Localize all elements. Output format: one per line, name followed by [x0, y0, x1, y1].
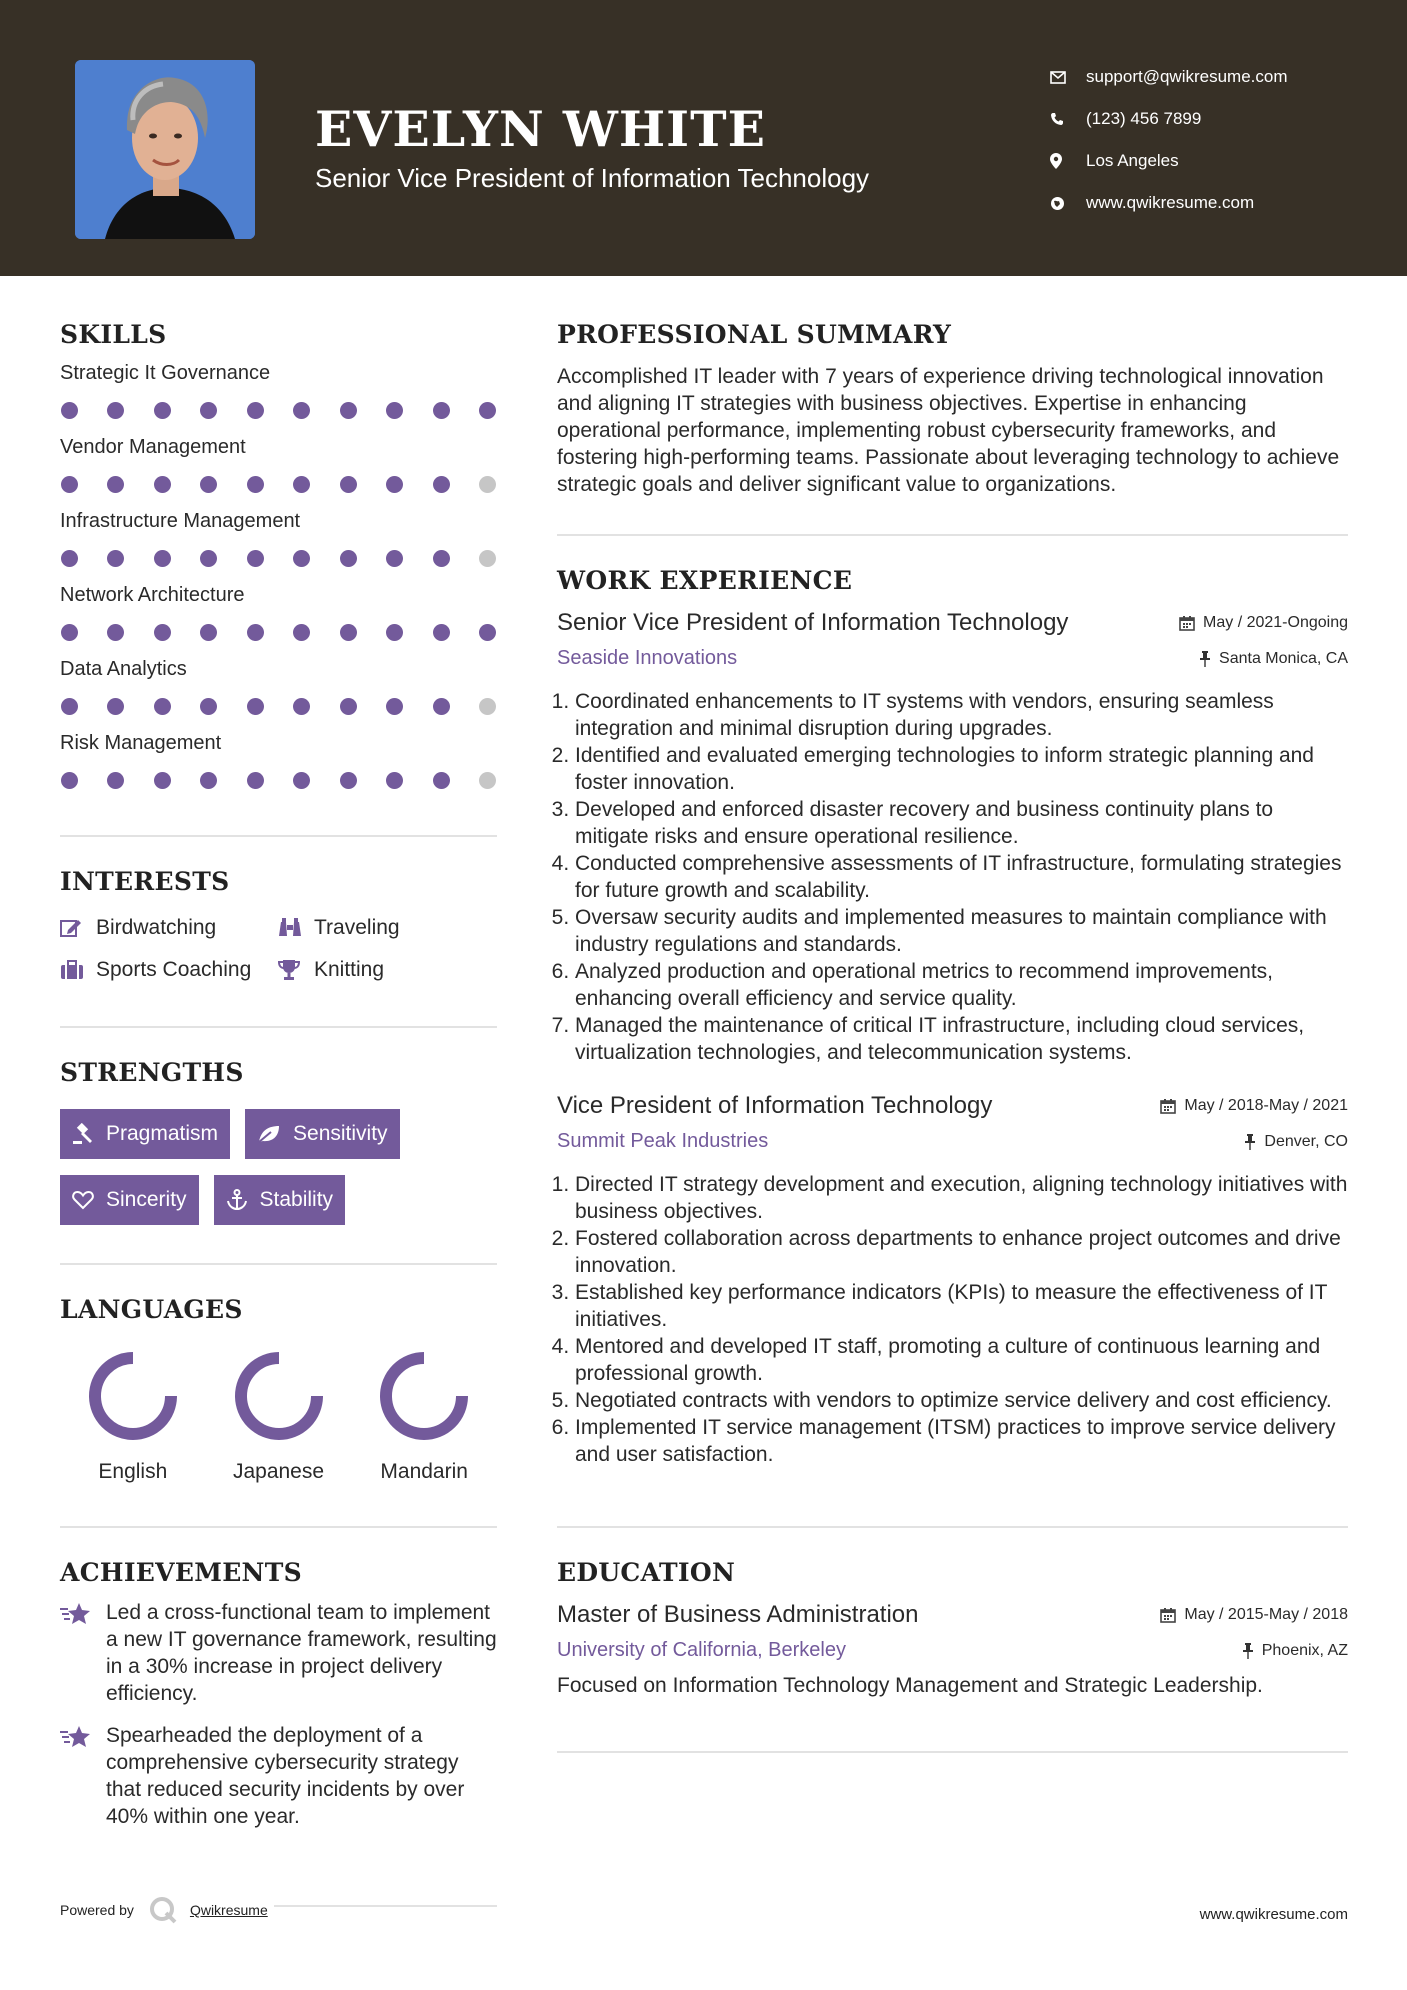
trophy-icon	[278, 959, 314, 981]
languages-list	[60, 1350, 497, 1484]
map-pin-icon	[1050, 153, 1086, 169]
interests-heading: INTERESTS	[60, 867, 230, 896]
binoculars-icon	[278, 918, 314, 938]
skill-dot-filled	[107, 550, 124, 567]
skill-dot-filled	[293, 624, 310, 641]
skill-dot-filled	[433, 698, 450, 715]
summary-text: Accomplished IT leader with 7 years of experience driving technological innovation and aligning IT strategies with business objectives. Expertise in enhancing operational performance, implementing robust cybersecurity frameworks, and fostering high-performing teams. Passionate about leveraging technology to achieve strategic goals and deliver significant value to organizations.	[557, 365, 1340, 496]
skill-item	[60, 729, 497, 803]
skill-dot-filled	[154, 550, 171, 567]
skill-dot-filled	[200, 476, 217, 493]
contact-location: Los Angeles	[1050, 140, 1390, 182]
skill-dot-filled	[340, 772, 357, 789]
skill-dot-filled	[200, 624, 217, 641]
skill-dot-filled	[107, 476, 124, 493]
skill-rating	[60, 387, 497, 433]
skills-list	[60, 359, 497, 803]
skill-dot-filled	[386, 550, 403, 567]
star-icon	[60, 1599, 106, 1707]
powered-by-label: Powered by	[60, 1902, 134, 1918]
job-entry	[557, 1092, 1348, 1468]
interest-item: Birdwatching	[60, 916, 278, 940]
job-bullet: 6. Analyzed production and operational metrics to recommend improvements, enhancing overall efficiency and service quality.	[575, 958, 1348, 1012]
contact-list	[1050, 56, 1390, 224]
skill-dot-filled	[479, 402, 496, 419]
job-header	[557, 609, 1348, 637]
language-name: English	[98, 1460, 168, 1483]
strength-chip: Sensitivity	[245, 1109, 400, 1159]
job-bullet: 5. Oversaw security audits and implemented measures to maintain compliance with industry regulations and standards.	[575, 904, 1348, 958]
skill-dot-filled	[61, 402, 78, 419]
language-level-arc	[95, 1358, 171, 1434]
job-bullet: 7. Managed the maintenance of critical IT infrastructure, including cloud services, virtualization technologies, and telecommunication systems.	[575, 1012, 1348, 1066]
skill-dot-filled	[293, 772, 310, 789]
achievement-item	[60, 1599, 497, 1707]
skill-dot-filled	[107, 624, 124, 641]
job-bullet: 3. Established key performance indicators (KPIs) to measure the effectiveness of IT initiatives.	[575, 1279, 1348, 1333]
right-column	[557, 320, 1348, 1753]
skill-dot-filled	[386, 402, 403, 419]
job-bullet: 5. Negotiated contracts with vendors to optimize service delivery and cost efficiency.	[575, 1387, 1348, 1414]
skill-dot-filled	[386, 476, 403, 493]
experience-heading: WORK EXPERIENCE	[557, 566, 853, 595]
degree-title: Master of Business Administration	[557, 1601, 919, 1628]
leaf-icon	[257, 1124, 281, 1144]
education-subheader	[557, 1639, 1348, 1662]
skill-rating	[60, 683, 497, 729]
skill-dot-filled	[200, 772, 217, 789]
skill-dot-filled	[433, 624, 450, 641]
strengths-heading: STRENGTHS	[60, 1058, 244, 1087]
skill-dot-filled	[107, 698, 124, 715]
skill-item	[60, 507, 497, 581]
skill-item	[60, 655, 497, 729]
qwikresume-link[interactable]: Qwikresume	[189, 1902, 268, 1918]
skill-name: Network Architecture	[60, 584, 245, 606]
skill-dot-filled	[386, 624, 403, 641]
education-header	[557, 1601, 1348, 1629]
left-column	[60, 320, 497, 1830]
job-header	[557, 1092, 1348, 1120]
job-location: Denver, CO	[1244, 1133, 1348, 1151]
job-bullet: 2. Identified and evaluated emerging technologies to inform strategic planning and foster innovation.	[575, 742, 1348, 796]
skill-dot-filled	[61, 624, 78, 641]
language-level-ring	[233, 1350, 325, 1442]
education-location: Phoenix, AZ	[1242, 1642, 1348, 1660]
achievement-item	[60, 1722, 497, 1830]
skill-name: Strategic It Governance	[60, 362, 271, 384]
skill-dot-filled	[200, 550, 217, 567]
job-title: Senior Vice President of Information Technology	[557, 609, 1069, 636]
candidate-title: Senior Vice President of Information Technology	[315, 163, 870, 193]
language-name: Japanese	[232, 1460, 325, 1483]
skill-dot-filled	[340, 550, 357, 567]
language-level-ring	[378, 1350, 470, 1442]
job-subheader	[557, 647, 1348, 670]
skill-dot-filled	[433, 476, 450, 493]
skill-dot-filled	[433, 772, 450, 789]
skill-item	[60, 359, 497, 433]
skill-rating	[60, 461, 497, 507]
star-icon	[60, 1722, 106, 1830]
section-divider	[557, 1526, 1348, 1528]
company-name: Summit Peak Industries	[557, 1130, 769, 1152]
phone-icon	[1050, 112, 1086, 126]
globe-icon	[1050, 196, 1086, 211]
skill-name: Infrastructure Management	[60, 510, 301, 532]
skill-dot-filled	[479, 624, 496, 641]
pushpin-icon	[1242, 1643, 1254, 1659]
skill-dot-filled	[247, 698, 264, 715]
skill-dot-filled	[200, 402, 217, 419]
section-divider	[60, 1026, 497, 1028]
job-bullets	[557, 1171, 1348, 1468]
qwikresume-logo-icon	[148, 1895, 178, 1925]
skill-dot-filled	[154, 476, 171, 493]
education-description: Focused on Information Technology Management and Strategic Leadership.	[557, 1674, 1263, 1697]
skill-name: Data Analytics	[60, 658, 187, 680]
skills-heading: SKILLS	[60, 320, 167, 349]
languages-heading: LANGUAGES	[60, 1295, 243, 1324]
language-level-arc	[386, 1358, 462, 1434]
job-bullet: 2. Fostered collaboration across departments to enhance project outcomes and drive innovation.	[575, 1225, 1348, 1279]
contact-website[interactable]: www.qwikresume.com	[1050, 182, 1390, 224]
language-item	[60, 1350, 206, 1484]
interest-item: Sports Coaching	[60, 958, 278, 982]
skill-dot-filled	[154, 402, 171, 419]
skill-item	[60, 433, 497, 507]
skill-dot-empty	[479, 698, 496, 715]
skill-name: Vendor Management	[60, 436, 246, 458]
strength-chip: Sincerity	[60, 1175, 199, 1225]
strength-chip: Stability	[214, 1175, 346, 1225]
job-title: Vice President of Information Technology	[557, 1092, 993, 1119]
skill-dot-filled	[293, 476, 310, 493]
strengths-list	[60, 1109, 497, 1225]
skill-dot-empty	[479, 550, 496, 567]
footer-powered-by	[60, 1895, 274, 1925]
education-entry	[557, 1601, 1348, 1699]
skill-dot-filled	[293, 550, 310, 567]
skill-dot-filled	[247, 772, 264, 789]
job-bullet: 1. Coordinated enhancements to IT systems with vendors, ensuring seamless integration and minimal disruption during upgrades.	[575, 688, 1348, 742]
skill-dot-filled	[200, 698, 217, 715]
skill-dot-filled	[61, 476, 78, 493]
footer-url[interactable]: www.qwikresume.com	[1199, 1906, 1348, 1923]
job-subheader	[557, 1130, 1348, 1153]
education-dates: May / 2015-May / 2018	[1160, 1606, 1348, 1624]
skill-dot-filled	[340, 698, 357, 715]
suitcase-icon	[60, 960, 96, 980]
skill-rating	[60, 609, 497, 655]
skill-name: Risk Management	[60, 732, 222, 754]
contact-email[interactable]: support@qwikresume.com	[1050, 56, 1390, 98]
skill-rating	[60, 757, 497, 803]
section-divider	[60, 1526, 497, 1528]
skill-dot-filled	[293, 698, 310, 715]
achievements-heading: ACHIEVEMENTS	[60, 1558, 302, 1587]
skill-dot-filled	[247, 476, 264, 493]
job-entry	[557, 609, 1348, 1066]
skill-item	[60, 581, 497, 655]
skill-dot-filled	[293, 402, 310, 419]
gavel-icon	[72, 1123, 94, 1145]
education-heading: EDUCATION	[557, 1558, 736, 1587]
interest-item: Knitting	[278, 958, 497, 982]
envelope-icon	[1050, 71, 1086, 84]
skill-dot-filled	[340, 476, 357, 493]
strength-chip: Pragmatism	[60, 1109, 230, 1159]
job-bullets	[557, 688, 1348, 1066]
skill-dot-filled	[340, 402, 357, 419]
skill-rating	[60, 535, 497, 581]
heart-icon	[72, 1190, 94, 1210]
pushpin-icon	[1199, 651, 1211, 667]
contact-phone[interactable]: (123) 456 7899	[1050, 98, 1390, 140]
school-name: University of California, Berkeley	[557, 1639, 846, 1661]
skill-dot-filled	[386, 772, 403, 789]
skill-dot-filled	[433, 402, 450, 419]
language-item	[206, 1350, 352, 1484]
skill-dot-filled	[340, 624, 357, 641]
section-divider	[557, 534, 1348, 536]
job-location: Santa Monica, CA	[1199, 650, 1348, 668]
job-bullet: 4. Conducted comprehensive assessments of IT infrastructure, formulating strategies for future growth and scalability.	[575, 850, 1348, 904]
candidate-name: EVELYN WHITE	[315, 100, 766, 158]
skill-dot-filled	[386, 698, 403, 715]
skill-dot-filled	[154, 624, 171, 641]
edit-icon	[60, 918, 96, 938]
section-divider	[60, 1263, 497, 1265]
job-bullet: 1. Directed IT strategy development and execution, aligning technology initiatives with business objectives.	[575, 1171, 1348, 1225]
skill-dot-filled	[107, 772, 124, 789]
section-divider	[60, 835, 497, 837]
interests-list	[60, 916, 497, 982]
pushpin-icon	[1244, 1134, 1256, 1150]
company-name: Seaside Innovations	[557, 647, 738, 669]
skill-dot-filled	[154, 772, 171, 789]
job-bullet: 6. Implemented IT service management (ITSM) practices to improve service delivery and user satisfaction.	[575, 1414, 1348, 1468]
job-bullet: 4. Mentored and developed IT staff, promoting a culture of continuous learning and professional growth.	[575, 1333, 1348, 1387]
job-dates: May / 2021-Ongoing	[1179, 614, 1348, 632]
skill-dot-filled	[154, 698, 171, 715]
skill-dot-filled	[247, 402, 264, 419]
calendar-icon	[1160, 1098, 1176, 1114]
language-name: Mandarin	[380, 1460, 468, 1483]
language-item	[351, 1350, 497, 1484]
calendar-icon	[1179, 615, 1195, 631]
skill-dot-filled	[61, 550, 78, 567]
resume-header	[0, 0, 1407, 276]
skill-dot-filled	[247, 624, 264, 641]
skill-dot-empty	[479, 772, 496, 789]
language-level-arc	[241, 1358, 317, 1434]
job-bullet: 3. Developed and enforced disaster recovery and business continuity plans to mitigate risks and ensure operational resilience.	[575, 796, 1348, 850]
interest-item: Traveling	[278, 916, 497, 940]
calendar-icon	[1160, 1607, 1176, 1623]
summary-heading: PROFESSIONAL SUMMARY	[557, 320, 952, 349]
section-divider	[557, 1751, 1348, 1753]
skill-dot-filled	[61, 698, 78, 715]
achievement-text: Spearheaded the deployment of a comprehensive cybersecurity strategy that reduced security incidents by over 40% within one year.	[106, 1724, 465, 1828]
achievement-text: Led a cross-functional team to implement a new IT governance framework, resulting in a 30% increase in project delivery efficiency.	[106, 1601, 497, 1705]
skill-dot-filled	[107, 402, 124, 419]
skill-dot-filled	[61, 772, 78, 789]
anchor-icon	[226, 1189, 248, 1211]
job-dates: May / 2018-May / 2021	[1160, 1097, 1348, 1115]
skill-dot-empty	[479, 476, 496, 493]
skill-dot-filled	[433, 550, 450, 567]
skill-dot-filled	[247, 550, 264, 567]
language-level-ring	[87, 1350, 179, 1442]
profile-photo	[75, 60, 255, 239]
